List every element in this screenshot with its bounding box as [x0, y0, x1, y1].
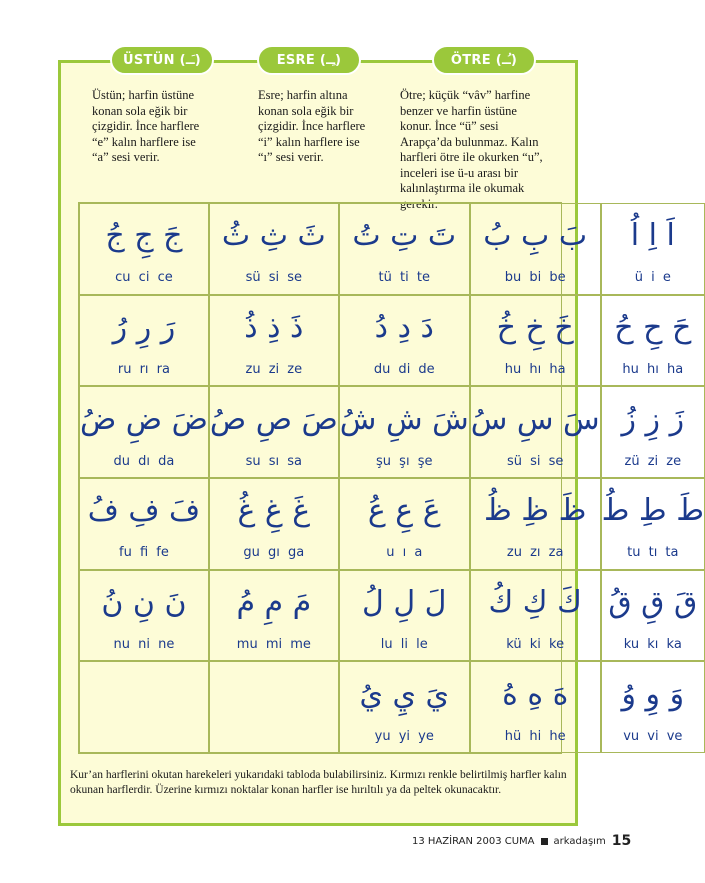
latin-transliteration: nu ni ne [113, 636, 175, 652]
letter-cell [339, 478, 470, 570]
header-esre [257, 45, 361, 75]
letter-cell [79, 295, 209, 387]
letter-cell [601, 478, 705, 570]
letter-cell [470, 295, 601, 387]
letter-cell [601, 295, 705, 387]
latin-transliteration: kü ki ke [506, 636, 565, 652]
arabic-harakat: عَ عِ عُ [367, 493, 441, 529]
arabic-harakat: دَ دِ دُ [374, 309, 434, 345]
letter-cell [209, 203, 339, 295]
arabic-harakat: وَ وِ وُ [621, 676, 685, 712]
arabic-harakat: ثَ ثِ ثُ [221, 218, 326, 254]
arabic-harakat: صَ صِ صُ [209, 401, 338, 437]
letter-cell [79, 386, 209, 478]
arabic-harakat: اَ اِ اُ [630, 218, 675, 254]
latin-transliteration: zü zi ze [624, 453, 682, 469]
letter-cell [601, 386, 705, 478]
letter-cell [209, 570, 339, 662]
arabic-harakat: رَ رِ رُ [112, 309, 176, 345]
empty-cell [209, 661, 339, 753]
description-ustun: Üstün; harfin üstüne konan sola eğik bir çizgidir. İnce harflere “e” kalın harflere ise “a” sesi verir. [92, 88, 200, 164]
letter-cell [79, 570, 209, 662]
letter-cell [339, 386, 470, 478]
arabic-harakat: ذَ ذِ ذُ [244, 309, 304, 345]
arabic-harakat: نَ نِ نُ [101, 584, 187, 620]
letter-cell [470, 661, 601, 753]
latin-transliteration: hü hi he [504, 728, 566, 744]
latin-transliteration: mu mi me [236, 636, 311, 652]
letter-cell [339, 570, 470, 662]
latin-transliteration: sü si se [245, 270, 303, 286]
arabic-harakat: جَ جِ جُ [105, 218, 183, 254]
latin-transliteration: ü i e [634, 270, 671, 286]
letter-cell [601, 203, 705, 295]
letter-cell [209, 295, 339, 387]
arabic-harakat: كَ كِ كُ [488, 584, 582, 620]
description-esre: Esre; harfin altına konan sola eğik bir çizgidir. İnce harflere “i” kalın harflere ise “ı” sesi verir. [258, 88, 366, 164]
letter-cell [339, 203, 470, 295]
header-otre-label: ÖTRE (ـُـ) [450, 52, 518, 68]
latin-transliteration: bu bi be [504, 270, 566, 286]
latin-transliteration: fu fi fe [119, 545, 169, 561]
letter-cell [601, 570, 705, 662]
arabic-harakat: لَ لِ لُ [362, 584, 447, 620]
arabic-harakat: حَ حِ حُ [614, 309, 692, 345]
latin-transliteration: ru rı ra [117, 361, 170, 377]
page-number: 15 [611, 833, 632, 849]
letter-cell [339, 295, 470, 387]
letter-cell [209, 386, 339, 478]
empty-cell [79, 661, 209, 753]
latin-transliteration: gu gı ga [243, 545, 305, 561]
header-ustun [110, 45, 214, 75]
latin-transliteration: vu vi ve [623, 728, 683, 744]
arabic-harakat: فَ فِ فُ [87, 493, 201, 529]
arabic-harakat: سَ سِ سُ [470, 401, 600, 437]
latin-transliteration: zu zı za [506, 545, 564, 561]
latin-transliteration: du dı da [113, 453, 175, 469]
latin-transliteration: hu hı ha [622, 361, 684, 377]
page-footer [412, 833, 631, 849]
arabic-harakat: زَ زِ زُ [621, 401, 685, 437]
letter-cell [470, 478, 601, 570]
latin-transliteration: lu li le [380, 636, 428, 652]
letter-cell [339, 661, 470, 753]
arabic-harakat: مَ مِ مُ [236, 584, 312, 620]
arabic-harakat: هَ هِ هُ [502, 676, 569, 712]
letter-cell [601, 661, 705, 753]
latin-transliteration: sü si se [506, 453, 564, 469]
latin-transliteration: u ı a [386, 545, 423, 561]
arabic-harakat: يَ يِ يُ [359, 676, 450, 712]
latin-transliteration: su sı sa [245, 453, 303, 469]
latin-transliteration: hu hı ha [504, 361, 566, 377]
header-otre [432, 45, 536, 75]
description-otre: Ötre; küçük “vâv” harfine benzer ve harfin üstüne konur. İnce “ü” sesi Arapça’da bulunmaz. Kalın harfleri ötre ile okurken “u”, inceleri ise ü-u arası bir kalınlaştırma ile okumak gerekir. [400, 88, 543, 211]
arabic-harakat: ضَ ضِ ضُ [80, 401, 208, 437]
letter-cell [79, 478, 209, 570]
arabic-harakat: خَ خِ خُ [496, 309, 574, 345]
arabic-harakat: بَ بِ بُ [483, 218, 588, 254]
square-bullet-icon [541, 838, 548, 845]
latin-transliteration: şu şı şe [376, 453, 433, 469]
arabic-harakat: قَ قِ قُ [608, 584, 698, 620]
footer-note: Kur’an harflerini okutan harekeleri yukarıdaki tabloda bulabilirsiniz. Kırmızı renkle belirtilmiş harfler kalın okunan harflerdir. Üzerine kırmızı noktalar konan harfler ise hırıltılı ya da peltek okunacaktır. [70, 769, 567, 796]
latin-transliteration: cu ci ce [115, 270, 173, 286]
arabic-harakat: غَ غِ غُ [237, 493, 311, 529]
latin-transliteration: zu zi ze [245, 361, 303, 377]
letter-cell [79, 203, 209, 295]
header-ustun-label: ÜSTÜN (ـَـ) [123, 52, 201, 68]
arabic-harakat: شَ شِ شُ [339, 401, 469, 437]
header-esre-label: ESRE (ـِـ) [276, 52, 342, 68]
latin-transliteration: tü ti te [378, 270, 430, 286]
arabic-harakat: ظَ ظِ ظُ [484, 493, 587, 529]
latin-transliteration: du di de [373, 361, 435, 377]
letter-cell [470, 386, 601, 478]
latin-transliteration: tu tı ta [627, 545, 679, 561]
letter-cell [209, 478, 339, 570]
footer-date: 13 HAZİRAN 2003 CUMA [412, 835, 535, 847]
latin-transliteration: yu yi ye [374, 728, 434, 744]
arabic-harakat: طَ طِ طُ [601, 493, 704, 529]
arabic-harakat: تَ تِ تُ [352, 218, 457, 254]
latin-transliteration: ku kı ka [623, 636, 682, 652]
letter-cell [470, 570, 601, 662]
letter-cell [470, 203, 601, 295]
footer-magazine: arkadaşım [553, 835, 606, 847]
letter-grid [78, 202, 704, 754]
